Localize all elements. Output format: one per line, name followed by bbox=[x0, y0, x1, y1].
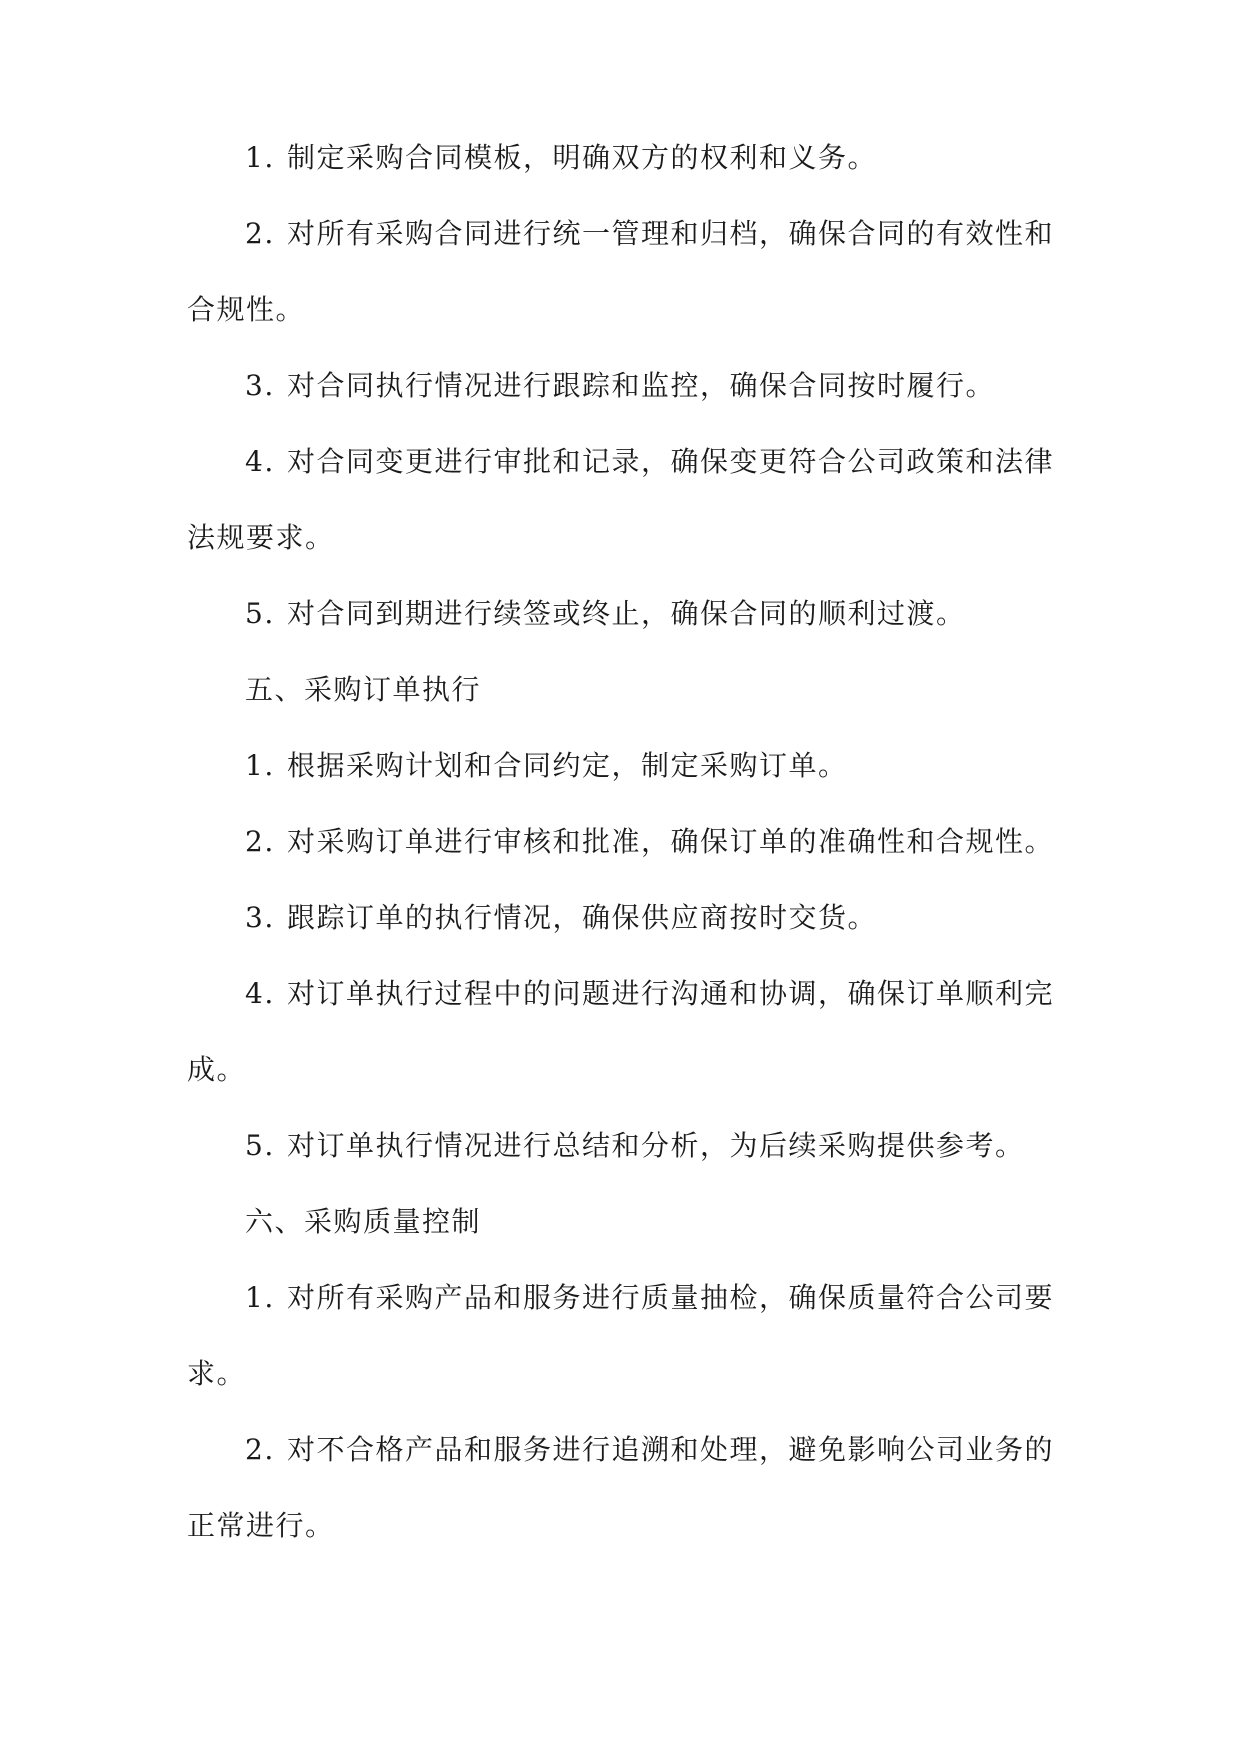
paragraph bbox=[187, 804, 1057, 880]
item-number: 3. bbox=[245, 369, 275, 402]
paragraph-text: 对订单执行过程中的问题进行沟通和协调，确保订单顺利完成。 bbox=[187, 977, 1055, 1086]
paragraph-text: 对订单执行情况进行总结和分析，为后续采购提供参考。 bbox=[287, 1129, 1025, 1162]
paragraph-text: 制定采购合同模板，明确双方的权利和义务。 bbox=[287, 141, 878, 174]
paragraph-text: 对合同执行情况进行跟踪和监控，确保合同按时履行。 bbox=[287, 369, 996, 402]
item-number: 3. bbox=[245, 901, 275, 934]
paragraph bbox=[187, 1260, 1057, 1412]
item-number: 4. bbox=[245, 445, 275, 478]
item-number: 1. bbox=[245, 749, 275, 782]
paragraph bbox=[187, 1108, 1057, 1184]
document-page bbox=[187, 120, 1057, 1564]
item-number: 2. bbox=[245, 217, 275, 250]
paragraph-text: 跟踪订单的执行情况，确保供应商按时交货。 bbox=[287, 901, 878, 934]
paragraph bbox=[187, 196, 1057, 348]
item-number: 5. bbox=[245, 1129, 275, 1162]
paragraph-text: 对所有采购合同进行统一管理和归档，确保合同的有效性和合规性。 bbox=[187, 217, 1055, 326]
section-heading bbox=[187, 652, 1057, 728]
paragraph bbox=[187, 728, 1057, 804]
paragraph-text: 对所有采购产品和服务进行质量抽检，确保质量符合公司要求。 bbox=[187, 1281, 1055, 1390]
item-number: 1. bbox=[245, 1281, 275, 1314]
paragraph bbox=[187, 1412, 1057, 1564]
item-number: 2. bbox=[245, 825, 275, 858]
section-heading bbox=[187, 1184, 1057, 1260]
paragraph bbox=[187, 348, 1057, 424]
paragraph bbox=[187, 120, 1057, 196]
paragraph bbox=[187, 424, 1057, 576]
paragraph bbox=[187, 576, 1057, 652]
item-number: 4. bbox=[245, 977, 275, 1010]
paragraph-text: 对合同变更进行审批和记录，确保变更符合公司政策和法律法规要求。 bbox=[187, 445, 1055, 554]
paragraph-text: 根据采购计划和合同约定，制定采购订单。 bbox=[287, 749, 848, 782]
paragraph-text: 对采购订单进行审核和批准，确保订单的准确性和合规性。 bbox=[287, 825, 1055, 858]
paragraph bbox=[187, 956, 1057, 1108]
section-heading-text: 六、采购质量控制 bbox=[245, 1205, 482, 1238]
item-number: 1. bbox=[245, 141, 275, 174]
item-number: 5. bbox=[245, 597, 275, 630]
section-heading-text: 五、采购订单执行 bbox=[245, 673, 482, 706]
paragraph-text: 对合同到期进行续签或终止，确保合同的顺利过渡。 bbox=[287, 597, 966, 630]
item-number: 2. bbox=[245, 1433, 275, 1466]
paragraph bbox=[187, 880, 1057, 956]
paragraph-text: 对不合格产品和服务进行追溯和处理，避免影响公司业务的正常进行。 bbox=[187, 1433, 1055, 1542]
